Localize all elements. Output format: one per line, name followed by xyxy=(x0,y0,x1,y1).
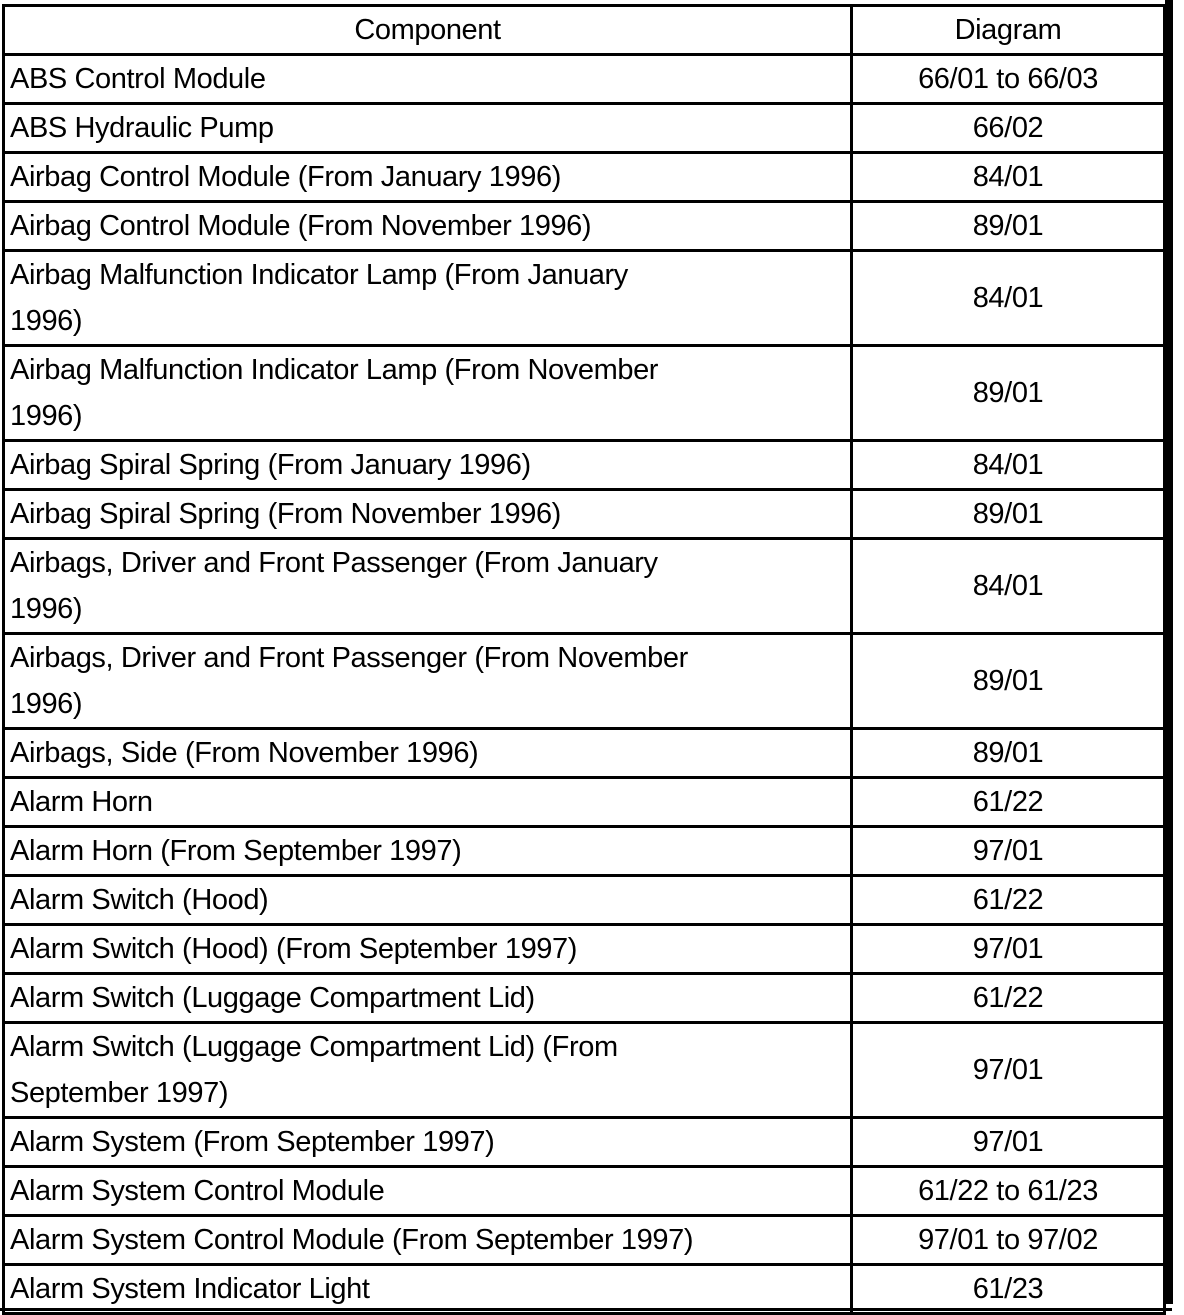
component-cell xyxy=(4,55,852,104)
table-row xyxy=(4,876,1165,925)
component-cell xyxy=(4,925,852,974)
component-text: Airbag Spiral Spring (From November 1996) xyxy=(10,498,561,530)
component-cell xyxy=(4,729,852,778)
diagram-cell: 97/01 xyxy=(852,1118,1165,1167)
component-text: Airbag Spiral Spring (From January 1996) xyxy=(10,449,531,481)
table-body xyxy=(4,55,1165,1314)
component-cell xyxy=(4,876,852,925)
diagram-cell: 61/22 xyxy=(852,778,1165,827)
component-text: Airbags, Side (From November 1996) xyxy=(10,737,479,769)
diagram-cell: 89/01 xyxy=(852,202,1165,251)
table-row xyxy=(4,974,1165,1023)
diagram-cell: 66/02 xyxy=(852,104,1165,153)
table-row xyxy=(4,104,1165,153)
diagram-cell: 61/22 to 61/23 xyxy=(852,1167,1165,1216)
diagram-cell: 89/01 xyxy=(852,729,1165,778)
bottom-border xyxy=(0,1308,1172,1311)
component-text: 1996) xyxy=(10,305,83,337)
component-text: 1996) xyxy=(10,688,83,720)
diagram-cell: 97/01 xyxy=(852,1023,1165,1118)
component-cell xyxy=(4,974,852,1023)
component-text: Alarm Horn xyxy=(10,786,153,818)
table-row xyxy=(4,634,1165,729)
component-diagram-table xyxy=(2,4,1166,1315)
table-row xyxy=(4,202,1165,251)
component-text: Alarm Switch (Hood) xyxy=(10,884,269,916)
component-cell xyxy=(4,346,852,441)
component-cell xyxy=(4,1118,852,1167)
table-row xyxy=(4,539,1165,634)
diagram-cell: 61/22 xyxy=(852,876,1165,925)
component-text: Airbag Control Module (From January 1996) xyxy=(10,161,561,193)
component-text: Airbags, Driver and Front Passenger (From November xyxy=(10,642,688,674)
diagram-cell: 97/01 xyxy=(852,827,1165,876)
table-row xyxy=(4,1265,1165,1314)
diagram-cell: 84/01 xyxy=(852,153,1165,202)
component-cell xyxy=(4,153,852,202)
table-row xyxy=(4,1118,1165,1167)
table-row xyxy=(4,778,1165,827)
component-cell xyxy=(4,1265,852,1314)
table-row xyxy=(4,729,1165,778)
table-row xyxy=(4,346,1165,441)
component-text: Airbag Malfunction Indicator Lamp (From November xyxy=(10,354,659,386)
component-cell xyxy=(4,539,852,634)
component-text: Alarm Horn (From September 1997) xyxy=(10,835,462,867)
component-text: Alarm System Control Module (From September 1997) xyxy=(10,1224,694,1256)
component-text: 1996) xyxy=(10,400,83,432)
component-text: Airbags, Driver and Front Passenger (From January xyxy=(10,547,658,579)
component-text: Alarm System Indicator Light xyxy=(10,1273,370,1305)
component-text: Airbag Control Module (From November 1996) xyxy=(10,210,592,242)
table-row xyxy=(4,1216,1165,1265)
diagram-cell: 97/01 to 97/02 xyxy=(852,1216,1165,1265)
diagram-cell: 89/01 xyxy=(852,346,1165,441)
component-cell xyxy=(4,1167,852,1216)
table-row xyxy=(4,153,1165,202)
component-cell xyxy=(4,1216,852,1265)
component-cell xyxy=(4,827,852,876)
component-cell xyxy=(4,778,852,827)
table-row xyxy=(4,1167,1165,1216)
diagram-cell: 97/01 xyxy=(852,925,1165,974)
diagram-cell: 84/01 xyxy=(852,251,1165,346)
component-text: ABS Hydraulic Pump xyxy=(10,112,274,144)
diagram-cell: 89/01 xyxy=(852,490,1165,539)
component-text: Airbag Malfunction Indicator Lamp (From January xyxy=(10,259,628,291)
component-text: Alarm System Control Module xyxy=(10,1175,385,1207)
component-text: September 1997) xyxy=(10,1077,229,1109)
table-row xyxy=(4,1023,1165,1118)
diagram-cell: 61/22 xyxy=(852,974,1165,1023)
component-cell xyxy=(4,634,852,729)
component-cell xyxy=(4,1023,852,1118)
component-cell xyxy=(4,202,852,251)
table-row xyxy=(4,55,1165,104)
table-row xyxy=(4,490,1165,539)
table-row xyxy=(4,827,1165,876)
component-text: 1996) xyxy=(10,593,83,625)
component-text: Alarm Switch (Luggage Compartment Lid) (From xyxy=(10,1031,618,1063)
right-border xyxy=(1165,0,1173,1304)
table-row xyxy=(4,441,1165,490)
component-cell xyxy=(4,490,852,539)
component-text: Alarm Switch (Hood) (From September 1997) xyxy=(10,933,578,965)
diagram-cell: 61/23 xyxy=(852,1265,1165,1314)
diagram-cell: 84/01 xyxy=(852,539,1165,634)
component-cell xyxy=(4,251,852,346)
diagram-cell: 66/01 to 66/03 xyxy=(852,55,1165,104)
component-cell xyxy=(4,441,852,490)
header-diagram: Diagram xyxy=(852,6,1165,55)
component-cell xyxy=(4,104,852,153)
header-component: Component xyxy=(4,6,852,55)
component-text: ABS Control Module xyxy=(10,63,266,95)
table-row xyxy=(4,251,1165,346)
header-row xyxy=(4,6,1165,55)
diagram-cell: 84/01 xyxy=(852,441,1165,490)
table-row xyxy=(4,925,1165,974)
component-text: Alarm System (From September 1997) xyxy=(10,1126,495,1158)
diagram-cell: 89/01 xyxy=(852,634,1165,729)
component-text: Alarm Switch (Luggage Compartment Lid) xyxy=(10,982,535,1014)
